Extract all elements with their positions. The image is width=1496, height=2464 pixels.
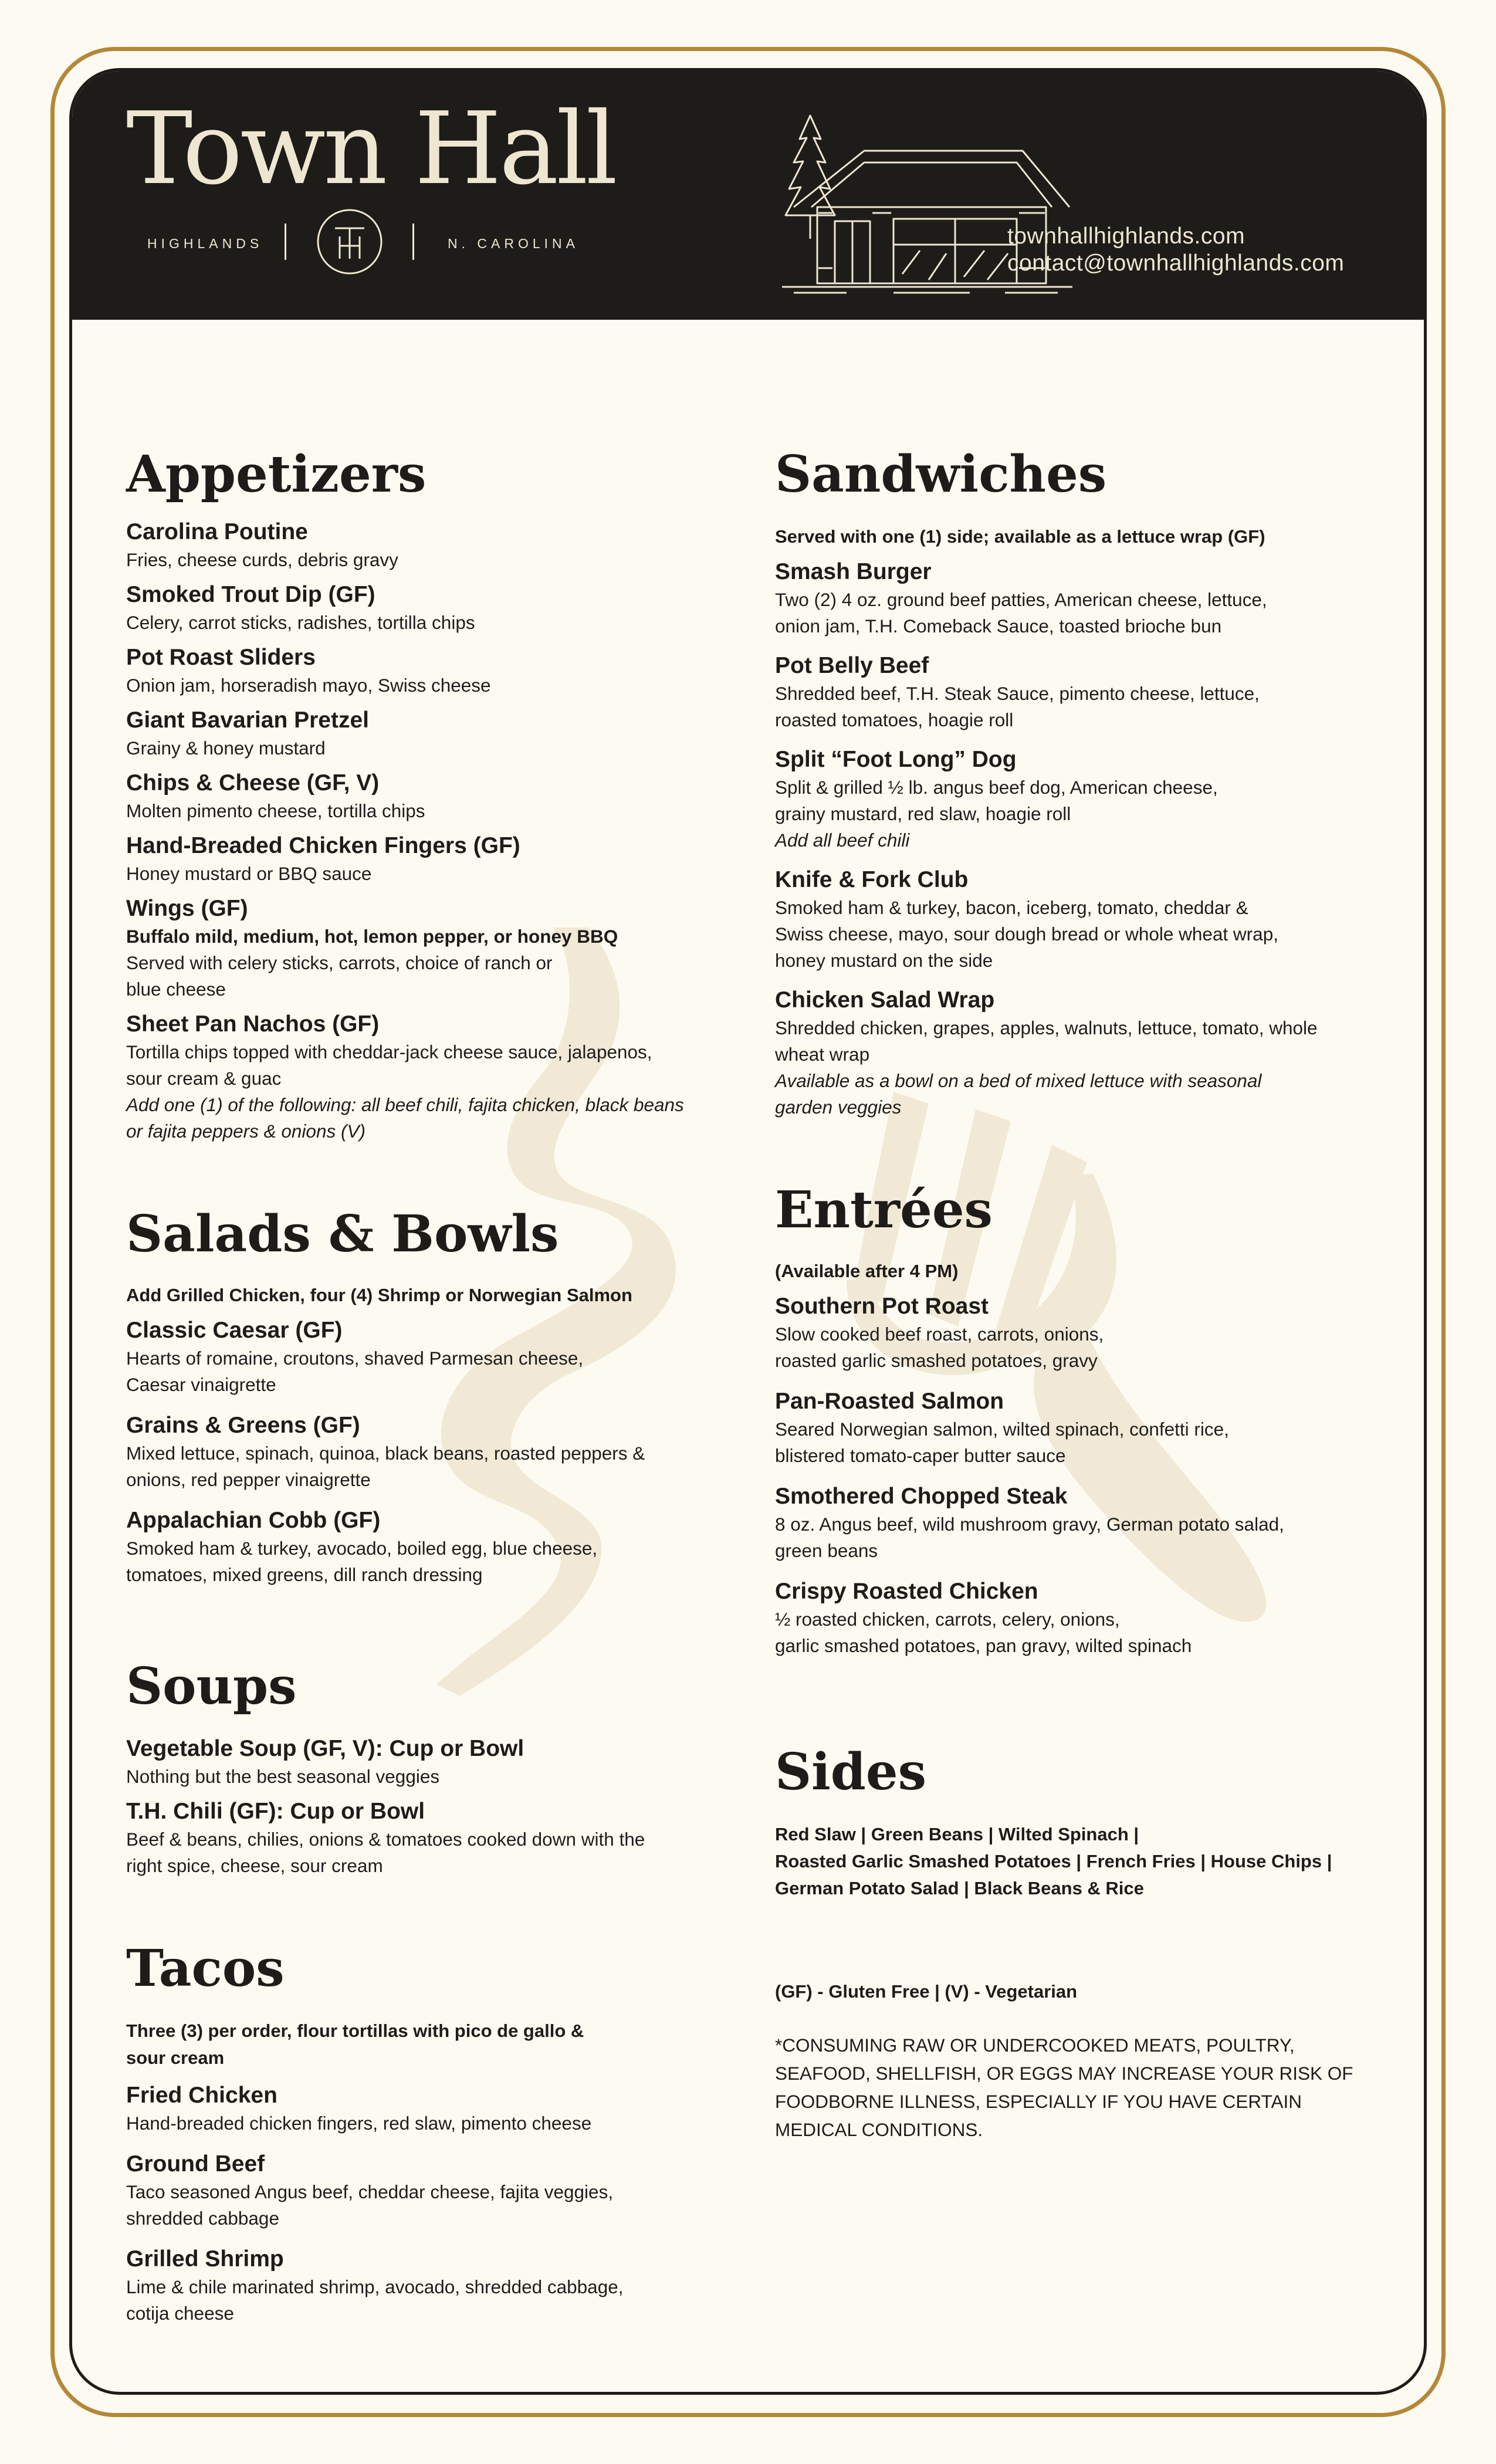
item-desc: Smoked ham & turkey, avocado, boiled egg, blue cheese, [126, 1538, 598, 1559]
menu-header [72, 71, 1424, 320]
item-desc: Swiss cheese, mayo, sour dough bread or whole wheat wrap, [775, 923, 1278, 945]
menu-item [126, 1506, 719, 1588]
menu-item [775, 1387, 1368, 1469]
item-desc: Honey mustard or BBQ sauce [126, 863, 372, 884]
brand-divider-left [285, 224, 286, 260]
item-note: or fajita peppers & onions (V) [126, 1121, 365, 1142]
entrees-list [775, 1292, 1368, 1659]
item-name: Pot Belly Beef [775, 653, 929, 678]
item-name: Smash Burger [775, 559, 932, 584]
item-desc: cotija cheese [126, 2303, 234, 2324]
item-desc: honey mustard on the side [775, 950, 993, 971]
menu-item [126, 1734, 719, 1790]
item-name: Appalachian Cobb (GF) [126, 1508, 381, 1533]
item-name: Split “Foot Long” Dog [775, 747, 1017, 772]
item-desc: roasted garlic smashed potatoes, gravy [775, 1350, 1098, 1371]
item-desc: Shredded chicken, grapes, apples, walnuts, lettuce, tomato, whole [775, 1017, 1318, 1038]
tacos-list [126, 2081, 719, 2327]
item-desc: roasted tomatoes, hoagie roll [775, 709, 1014, 730]
email-link[interactable]: contact@townhallhighlands.com [1007, 251, 1345, 276]
item-note: garden veggies [775, 1096, 902, 1118]
food-safety-disclaimer [775, 2031, 1368, 2144]
menu-item [126, 831, 719, 887]
item-name: Hand-Breaded Chicken Fingers (GF) [126, 833, 520, 858]
soups-list [126, 1734, 719, 1879]
brand-tag-right: N. CAROLINA [448, 236, 579, 251]
menu-item [775, 651, 1368, 733]
item-desc: sour cream & guac [126, 1068, 282, 1089]
sides-line: German Potato Salad | Black Beans & Rice [775, 1878, 1144, 1898]
item-name: Giant Bavarian Pretzel [126, 708, 369, 733]
left-column [126, 376, 719, 2327]
item-desc: Nothing but the best seasonal veggies [126, 1766, 440, 1787]
item-desc: onion jam, T.H. Comeback Sauce, toasted brioche bun [775, 615, 1222, 637]
menu-item [126, 2245, 719, 2327]
item-desc: Shredded beef, T.H. Steak Sauce, pimento cheese, lettuce, [775, 683, 1260, 704]
item-note: Add all beef chili [775, 830, 910, 851]
menu-item [126, 706, 719, 761]
item-desc: Fries, cheese curds, debris gravy [126, 549, 398, 570]
item-name: Classic Caesar (GF) [126, 1318, 343, 1343]
soups-title: Soups [126, 1657, 297, 1716]
item-name: Fried Chicken [126, 2083, 277, 2108]
item-name: Carolina Poutine [126, 519, 308, 544]
entrees-title: Entrées [775, 1180, 993, 1240]
item-desc: Split & grilled ½ lb. angus beef dog, American cheese, [775, 777, 1218, 798]
menu-item [126, 769, 719, 824]
menu-item [126, 1411, 719, 1493]
salads-list [126, 1316, 719, 1588]
menu-item [775, 1292, 1368, 1374]
item-desc: Mixed lettuce, spinach, quinoa, black beans, roasted peppers & [126, 1443, 645, 1464]
item-desc: onions, red pepper vinaigrette [126, 1469, 371, 1490]
sides-line: Red Slaw | Green Beans | Wilted Spinach | [775, 1824, 1139, 1844]
item-name: Sheet Pan Nachos (GF) [126, 1011, 380, 1037]
menu-item [126, 517, 719, 573]
entrees-note: (Available after 4 PM) [775, 1261, 959, 1281]
website-link[interactable]: townhallhighlands.com [1007, 224, 1245, 249]
item-name: Pot Roast Sliders [126, 645, 316, 670]
menu-item [775, 745, 1368, 854]
menu-item [775, 865, 1368, 974]
menu-item [126, 2081, 719, 2137]
sides-line: Roasted Garlic Smashed Potatoes | French Fries | House Chips | [775, 1851, 1332, 1871]
item-desc: Slow cooked beef roast, carrots, onions, [775, 1324, 1104, 1345]
item-desc: blistered tomato-caper butter sauce [775, 1445, 1066, 1466]
menu-item [775, 1482, 1368, 1564]
disclaimer-line: FOODBORNE ILLNESS, ESPECIALLY IF YOU HAVE CERTAIN [775, 2091, 1302, 2112]
menu-item [126, 894, 719, 1003]
menu-item [775, 986, 1368, 1121]
item-desc: Onion jam, horseradish mayo, Swiss cheese [126, 675, 491, 696]
menu-item [126, 1316, 719, 1398]
item-name: T.H. Chili (GF): Cup or Bowl [126, 1799, 425, 1824]
item-desc: Molten pimento cheese, tortilla chips [126, 800, 425, 821]
item-note: Add one (1) of the following: all beef chili, fajita chicken, black beans [126, 1094, 684, 1115]
item-desc: Beef & beans, chilies, onions & tomatoes cooked down with the [126, 1829, 645, 1850]
item-desc: Celery, carrot sticks, radishes, tortilla chips [126, 612, 475, 633]
diet-legend: (GF) - Gluten Free | (V) - Vegetarian [775, 1981, 1078, 2002]
item-desc: Caesar vinaigrette [126, 1374, 276, 1395]
item-name: Pan-Roasted Salmon [775, 1389, 1004, 1414]
item-desc: green beans [775, 1540, 878, 1561]
sandwiches-note: Served with one (1) side; available as a lettuce wrap (GF) [775, 526, 1265, 547]
disclaimer-line: *CONSUMING RAW OR UNDERCOOKED MEATS, POULTRY, [775, 2035, 1295, 2056]
menu-item [126, 1797, 719, 1879]
item-note: Available as a bowl on a bed of mixed lettuce with seasonal [775, 1070, 1262, 1091]
item-desc: Smoked ham & turkey, bacon, iceberg, tomato, cheddar & [775, 897, 1248, 918]
sandwiches-list [775, 557, 1368, 1121]
tacos-title: Tacos [126, 1939, 285, 1998]
salads-title: Salads & Bowls [126, 1204, 559, 1264]
item-desc: Served with celery sticks, carrots, choice of ranch or [126, 952, 553, 973]
item-name: Vegetable Soup (GF, V): Cup or Bowl [126, 1736, 524, 1761]
item-name: Ground Beef [126, 2151, 265, 2177]
menu-item [126, 2150, 719, 2232]
salads-note: Add Grilled Chicken, four (4) Shrimp or Norwegian Salmon [126, 1285, 632, 1305]
th-monogram-icon [315, 207, 384, 276]
appetizers-title: Appetizers [126, 445, 427, 504]
brand-divider-right [412, 224, 414, 260]
item-name: Chicken Salad Wrap [775, 987, 995, 1013]
item-desc: 8 oz. Angus beef, wild mushroom gravy, German potato salad, [775, 1514, 1284, 1535]
disclaimer-line: MEDICAL CONDITIONS. [775, 2119, 983, 2140]
sides-list [775, 1821, 1368, 1902]
item-desc: ½ roasted chicken, carrots, celery, onions, [775, 1609, 1120, 1630]
sandwiches-title: Sandwiches [775, 445, 1107, 504]
item-desc: Lime & chile marinated shrimp, avocado, shredded cabbage, [126, 2276, 624, 2297]
item-options: Buffalo mild, medium, hot, lemon pepper, or honey BBQ [126, 926, 618, 947]
item-name: Smothered Chopped Steak [775, 1484, 1068, 1509]
item-name: Chips & Cheese (GF, V) [126, 770, 380, 796]
item-desc: Hearts of romaine, croutons, shaved Parmesan cheese, [126, 1348, 584, 1369]
item-name: Southern Pot Roast [775, 1294, 989, 1319]
right-column [775, 376, 1368, 2144]
item-desc: Tortilla chips topped with cheddar-jack cheese sauce, jalapenos, [126, 1041, 652, 1062]
item-desc: Taco seasoned Angus beef, cheddar cheese, fajita veggies, [126, 2181, 614, 2202]
tacos-note: Three (3) per order, flour tortillas with pico de gallo & [126, 2020, 584, 2041]
item-name: Wings (GF) [126, 896, 248, 921]
item-name: Crispy Roasted Chicken [775, 1579, 1038, 1604]
item-name: Knife & Fork Club [775, 867, 969, 892]
menu-item [126, 643, 719, 699]
item-desc: right spice, cheese, sour cream [126, 1855, 383, 1876]
item-desc: Grainy & honey mustard [126, 737, 326, 759]
item-desc: blue cheese [126, 979, 226, 1000]
item-desc: garlic smashed potatoes, pan gravy, wilted spinach [775, 1635, 1192, 1656]
item-desc: grainy mustard, red slaw, hoagie roll [775, 803, 1071, 824]
menu-card [69, 68, 1427, 2395]
disclaimer-line: SEAFOOD, SHELLFISH, OR EGGS MAY INCREASE YOUR RISK OF [775, 2063, 1353, 2084]
brand-tag-left: HIGHLANDS [147, 236, 263, 251]
item-name: Grilled Shrimp [126, 2246, 284, 2272]
appetizers-list [126, 517, 719, 1145]
menu-item [126, 580, 719, 636]
item-desc: shredded cabbage [126, 2208, 279, 2229]
menu-item [775, 1577, 1368, 1659]
item-desc: Two (2) 4 oz. ground beef patties, American cheese, lettuce, [775, 589, 1267, 610]
item-name: Smoked Trout Dip (GF) [126, 582, 375, 607]
item-desc: Hand-breaded chicken fingers, red slaw, pimento cheese [126, 2113, 592, 2134]
item-desc: Seared Norwegian salmon, wilted spinach, confetti rice, [775, 1419, 1229, 1440]
item-name: Grains & Greens (GF) [126, 1413, 360, 1438]
menu-item [775, 557, 1368, 639]
tacos-note: sour cream [126, 2047, 225, 2068]
item-desc: tomatoes, mixed greens, dill ranch dressing [126, 1564, 483, 1585]
brand-name: Town Hall [126, 91, 615, 207]
menu-item [126, 1010, 719, 1145]
item-desc: wheat wrap [775, 1044, 870, 1065]
sides-title: Sides [775, 1742, 927, 1802]
